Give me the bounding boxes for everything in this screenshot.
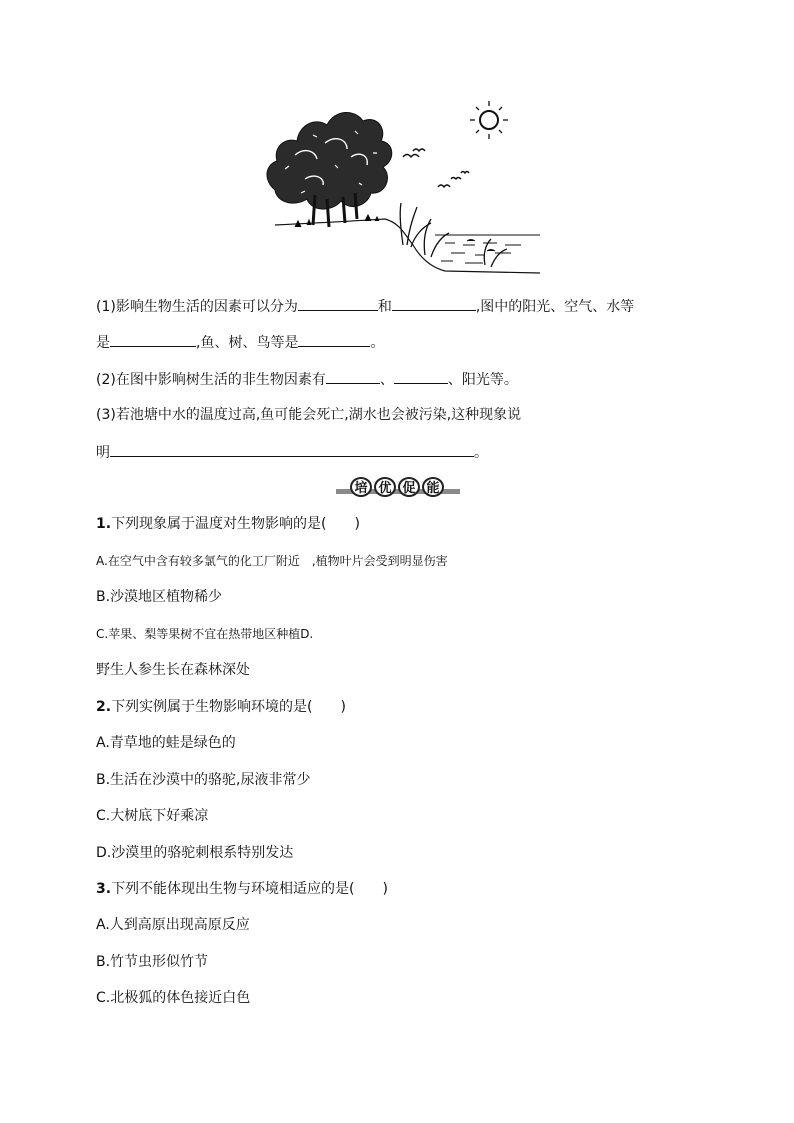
question-stem: 下列现象属于温度对生物影响的是( ) <box>111 516 360 532</box>
question-3-stem <box>96 879 388 899</box>
q1-text-a: (1)影响生物生活的因素可以分为 <box>96 299 298 315</box>
answer-blank[interactable] <box>110 332 196 347</box>
answer-blank[interactable] <box>110 442 474 457</box>
q1-line2-end: 。 <box>370 335 385 351</box>
answer-blank[interactable] <box>298 296 378 311</box>
question-number: 3. <box>96 881 112 897</box>
q2-option-c[interactable]: C.大树底下好乘凉 <box>96 808 209 824</box>
pond-icon <box>435 235 540 263</box>
q1-and: 和 <box>377 299 392 315</box>
answer-blank[interactable] <box>298 332 370 347</box>
question-number: 1. <box>96 516 112 532</box>
birds-icon <box>403 149 469 187</box>
q1-option-d[interactable]: 野生人参生长在森林深处 <box>96 662 250 678</box>
q3-line2-a: 明 <box>96 445 110 461</box>
q2-option-a[interactable]: A.青草地的蛙是绿色的 <box>96 735 236 751</box>
q2-text-end: 、阳光等。 <box>447 372 518 388</box>
question-stem: 下列不能体现出生物与环境相适应的是( ) <box>111 881 388 897</box>
q2-option-b[interactable]: B.生活在沙漠中的骆驼,尿液非常少 <box>96 772 311 788</box>
q3-line2 <box>96 442 488 463</box>
q1-line2 <box>96 332 384 353</box>
question-2-stem <box>96 697 346 717</box>
q1-line1 <box>96 296 634 317</box>
tree-icon <box>267 112 540 273</box>
banner-chars <box>350 477 444 497</box>
banner-char: 促 <box>398 477 420 497</box>
answer-blank[interactable] <box>326 369 380 384</box>
q1-line2-b: ,鱼、树、鸟等是 <box>196 335 299 351</box>
q1-option-b[interactable]: B.沙漠地区植物稀少 <box>96 589 223 605</box>
q2-option-d[interactable]: D.沙漠里的骆驼刺根系特别发达 <box>96 845 294 861</box>
q3-option-a[interactable]: A.人到高原出现高原反应 <box>96 917 250 933</box>
q1-text-b: ,图中的阳光、空气、水等 <box>475 299 635 315</box>
ecosystem-illustration <box>255 95 540 290</box>
q3-option-c[interactable]: C.北极狐的体色接近白色 <box>96 990 251 1006</box>
banner-char: 优 <box>374 477 396 497</box>
q1-line2-a: 是 <box>96 335 110 351</box>
sun-icon <box>470 101 508 139</box>
q2-sep: 、 <box>379 372 394 388</box>
banner-char: 培 <box>350 477 372 497</box>
question-stem: 下列实例属于生物影响环境的是( ) <box>111 699 346 715</box>
section-banner <box>336 477 460 499</box>
question-number: 2. <box>96 699 112 715</box>
q1-option-c[interactable]: C.苹果、梨等果树不宜在热带地区种植D. <box>96 627 314 641</box>
q2-line <box>96 369 518 390</box>
answer-blank[interactable] <box>392 296 476 311</box>
banner-char: 能 <box>422 477 444 497</box>
q3-line1: (3)若池塘中水的温度过高,鱼可能会死亡,湖水也会被污染,这种现象说 <box>96 407 522 423</box>
answer-blank[interactable] <box>394 369 448 384</box>
q1-option-a[interactable]: A.在空气中含有较多氯气的化工厂附近 ,植物叶片会受到明显伤害 <box>96 554 448 568</box>
q3-line2-end: 。 <box>474 445 488 461</box>
question-1-stem <box>96 514 360 534</box>
q3-option-b[interactable]: B.竹节虫形似竹节 <box>96 954 209 970</box>
q2-text-a: (2)在图中影响树生活的非生物因素有 <box>96 372 326 388</box>
